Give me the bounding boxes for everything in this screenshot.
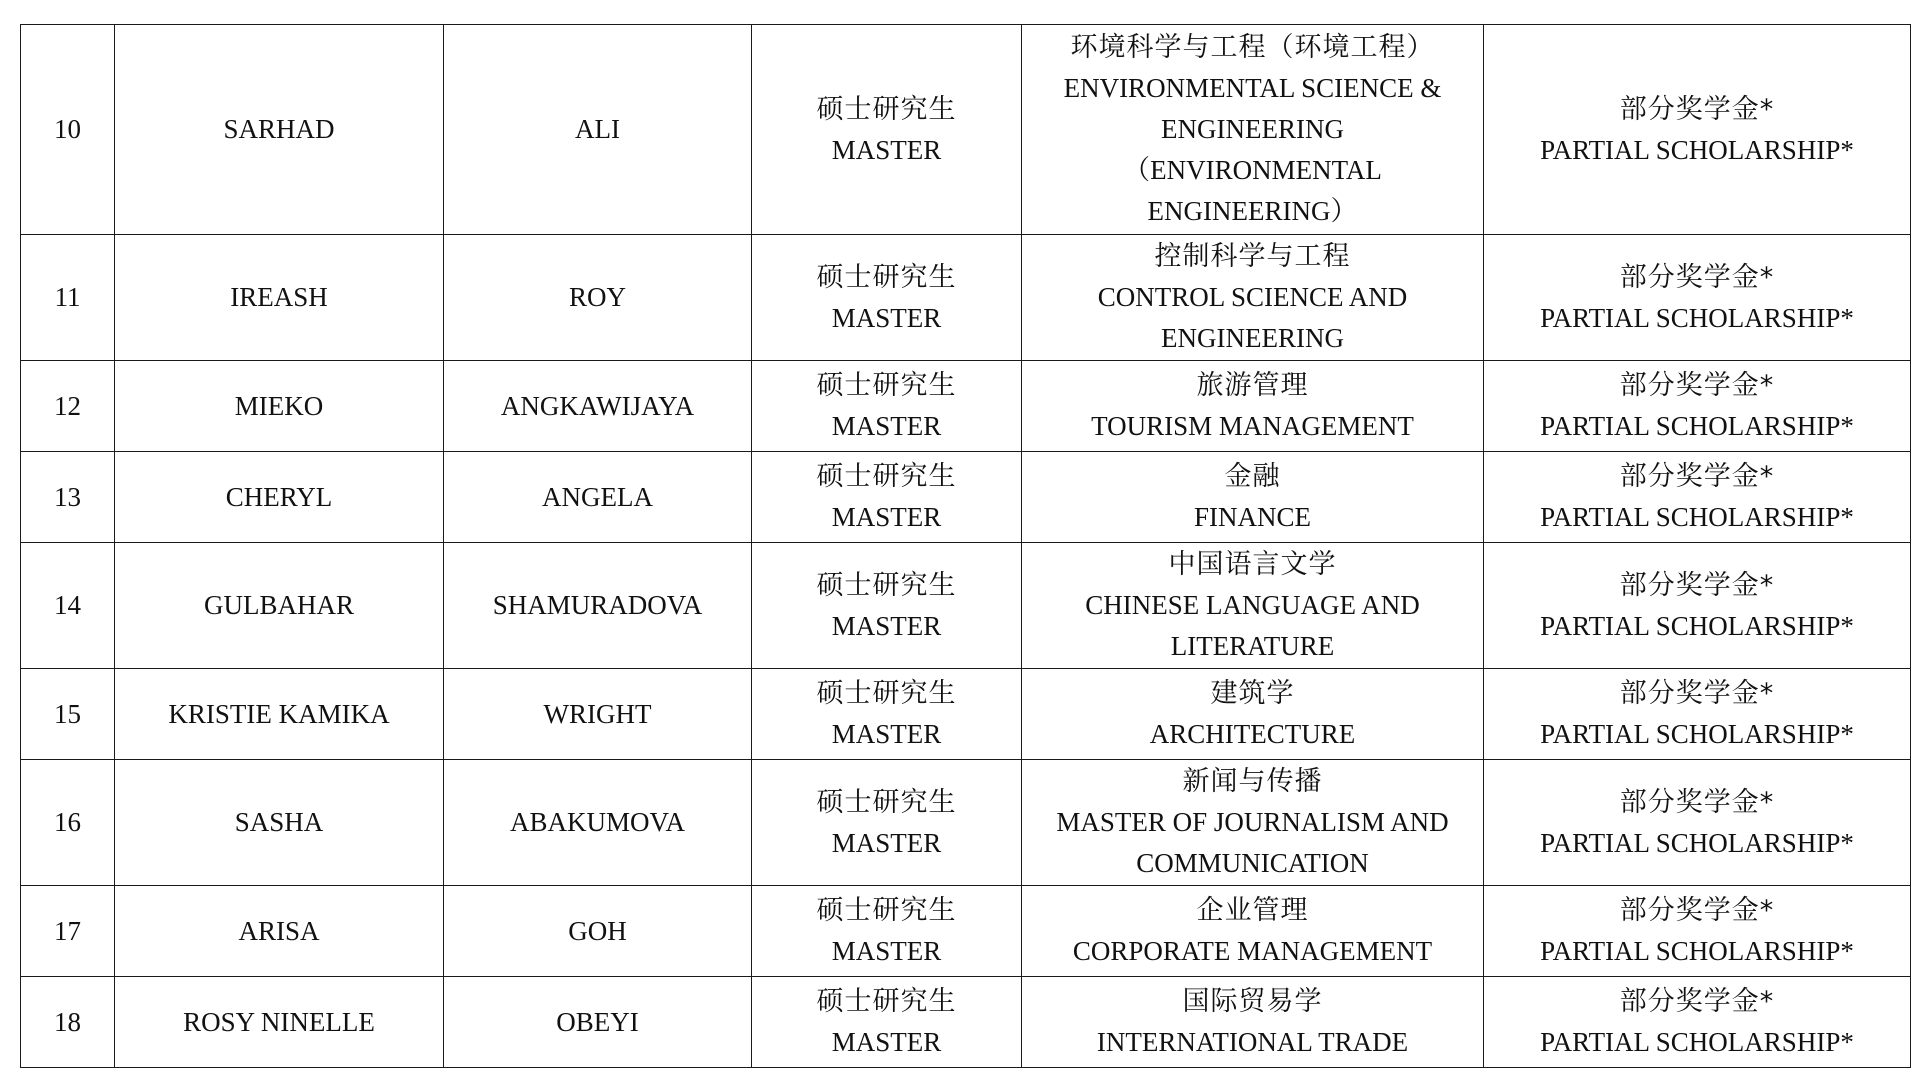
scholarship-cell (1484, 977, 1911, 1068)
first-name-cell (115, 543, 444, 669)
major-chinese: 控制科学与工程 (1154, 241, 1351, 272)
major-english-line: ENGINEERING (1161, 114, 1344, 144)
row-number-cell (21, 361, 115, 452)
first-name-cell (115, 886, 444, 977)
degree-english: MASTER (831, 502, 942, 532)
row-number-cell (21, 235, 115, 361)
degree-chinese: 硕士研究生 (816, 986, 957, 1017)
row-number: 15 (54, 698, 81, 729)
scholarship-english: PARTIAL SCHOLARSHIP* (1540, 134, 1854, 165)
scholarship-cell (1484, 886, 1911, 977)
degree-chinese: 硕士研究生 (816, 370, 957, 401)
last-name-cell (444, 977, 752, 1068)
table-row (21, 543, 1911, 669)
major-english-line: ENVIRONMENTAL SCIENCE & (1063, 73, 1442, 103)
scholarship-english: PARTIAL SCHOLARSHIP* (1540, 411, 1854, 441)
major-english-line: （ENVIRONMENTAL (1123, 155, 1382, 185)
first-name-cell (115, 452, 444, 543)
first-name: IREASH (230, 282, 328, 312)
major-cell (1022, 25, 1484, 235)
row-number: 16 (54, 807, 81, 837)
scholarship-chinese: 部分奖学金* (1619, 93, 1775, 125)
table-row (21, 669, 1911, 760)
major-english-line: CONTROL SCIENCE AND (1097, 282, 1408, 312)
major-chinese: 环境科学与工程（环境工程） (1070, 32, 1435, 63)
major-english-line: COMMUNICATION (1136, 848, 1369, 878)
major-english-line: TOURISM MANAGEMENT (1091, 411, 1414, 441)
major-english-line: MASTER OF JOURNALISM AND (1056, 807, 1449, 837)
first-name-cell (115, 977, 444, 1068)
degree-english: MASTER (831, 827, 942, 858)
first-name-cell (115, 669, 444, 760)
admission-list-table-wrapper (20, 24, 1910, 1068)
degree-english: MASTER (831, 134, 942, 165)
last-name-cell (444, 886, 752, 977)
scholarship-cell (1484, 452, 1911, 543)
degree-cell (752, 669, 1022, 760)
major-chinese: 中国语言文学 (1168, 549, 1337, 580)
degree-cell (752, 361, 1022, 452)
table-row (21, 235, 1911, 361)
major-cell (1022, 760, 1484, 886)
scholarship-english: PARTIAL SCHOLARSHIP* (1540, 719, 1854, 749)
major-english-line: ENGINEERING (1161, 323, 1344, 353)
degree-chinese: 硕士研究生 (816, 461, 957, 492)
major-chinese: 金融 (1224, 461, 1281, 492)
major-english-line: INTERNATIONAL TRADE (1096, 1027, 1409, 1057)
degree-cell (752, 760, 1022, 886)
major-cell (1022, 669, 1484, 760)
major-cell (1022, 886, 1484, 977)
row-number: 14 (54, 590, 81, 620)
table-row (21, 25, 1911, 235)
last-name: ROY (568, 282, 626, 312)
major-cell (1022, 977, 1484, 1068)
degree-chinese: 硕士研究生 (816, 569, 957, 601)
row-number-cell (21, 452, 115, 543)
major-chinese: 旅游管理 (1196, 370, 1309, 401)
major-chinese: 新闻与传播 (1182, 766, 1323, 797)
degree-chinese: 硕士研究生 (816, 678, 957, 709)
degree-chinese: 硕士研究生 (816, 786, 957, 818)
scholarship-english: PARTIAL SCHOLARSHIP* (1540, 502, 1854, 532)
last-name: GOH (568, 915, 627, 946)
last-name: SHAMURADOVA (492, 590, 703, 620)
degree-cell (752, 977, 1022, 1068)
first-name: SASHA (234, 807, 324, 837)
table-body (21, 25, 1911, 1068)
table-row (21, 452, 1911, 543)
major-english-line: CORPORATE MANAGEMENT (1072, 936, 1433, 966)
first-name: KRISTIE KAMIKA (168, 698, 390, 729)
major-cell (1022, 361, 1484, 452)
major-cell (1022, 235, 1484, 361)
scholarship-chinese: 部分奖学金* (1619, 370, 1775, 401)
degree-cell (752, 25, 1022, 235)
first-name: MIEKO (234, 390, 324, 421)
degree-chinese: 硕士研究生 (816, 261, 957, 293)
major-cell (1022, 543, 1484, 669)
scholarship-english: PARTIAL SCHOLARSHIP* (1540, 827, 1854, 858)
degree-english: MASTER (831, 302, 942, 333)
last-name-cell (444, 361, 752, 452)
degree-english: MASTER (831, 936, 942, 966)
last-name: ANGELA (542, 481, 653, 512)
scholarship-english: PARTIAL SCHOLARSHIP* (1540, 302, 1854, 333)
last-name-cell (444, 760, 752, 886)
first-name: SARHAD (223, 114, 335, 144)
row-number-cell (21, 543, 115, 669)
last-name-cell (444, 235, 752, 361)
scholarship-chinese: 部分奖学金* (1619, 261, 1775, 293)
major-english-line: FINANCE (1193, 502, 1311, 532)
scholarship-cell (1484, 25, 1911, 235)
first-name: CHERYL (225, 481, 333, 512)
last-name-cell (444, 25, 752, 235)
degree-chinese: 硕士研究生 (816, 93, 957, 125)
degree-chinese: 硕士研究生 (816, 895, 957, 926)
first-name: GULBAHAR (203, 590, 354, 620)
major-english-line: ARCHITECTURE (1149, 719, 1356, 749)
last-name-cell (444, 452, 752, 543)
table-row (21, 886, 1911, 977)
first-name: ARISA (238, 915, 320, 946)
degree-english: MASTER (831, 719, 942, 749)
first-name-cell (115, 361, 444, 452)
major-chinese: 建筑学 (1210, 678, 1295, 709)
major-english-line: ENGINEERING） (1147, 196, 1358, 226)
scholarship-chinese: 部分奖学金* (1619, 678, 1775, 709)
first-name-cell (115, 760, 444, 886)
major-english-line: CHINESE LANGUAGE AND (1085, 590, 1420, 620)
degree-cell (752, 235, 1022, 361)
row-number-cell (21, 669, 115, 760)
scholarship-cell (1484, 361, 1911, 452)
last-name: WRIGHT (543, 698, 652, 729)
row-number-cell (21, 760, 115, 886)
scholarship-english: PARTIAL SCHOLARSHIP* (1540, 1027, 1854, 1057)
major-chinese: 国际贸易学 (1182, 986, 1323, 1017)
last-name: OBEYI (556, 1006, 639, 1037)
table-row (21, 361, 1911, 452)
scholarship-chinese: 部分奖学金* (1619, 986, 1775, 1017)
row-number-cell (21, 25, 115, 235)
first-name-cell (115, 235, 444, 361)
table-row (21, 977, 1911, 1068)
degree-cell (752, 886, 1022, 977)
major-chinese: 企业管理 (1196, 895, 1309, 926)
degree-cell (752, 452, 1022, 543)
scholarship-english: PARTIAL SCHOLARSHIP* (1540, 610, 1854, 641)
major-english-line: LITERATURE (1170, 631, 1335, 661)
scholarship-cell (1484, 235, 1911, 361)
scholarship-chinese: 部分奖学金* (1619, 786, 1775, 818)
scholarship-chinese: 部分奖学金* (1619, 895, 1775, 926)
last-name-cell (444, 543, 752, 669)
last-name-cell (444, 669, 752, 760)
last-name: ALI (575, 114, 620, 144)
row-number: 11 (54, 282, 81, 312)
degree-english: MASTER (831, 411, 942, 441)
degree-cell (752, 543, 1022, 669)
row-number: 18 (54, 1006, 81, 1037)
scholarship-cell (1484, 669, 1911, 760)
major-cell (1022, 452, 1484, 543)
first-name: ROSY NINELLE (183, 1006, 375, 1037)
last-name: ANGKAWIJAYA (500, 390, 695, 421)
first-name-cell (115, 25, 444, 235)
row-number: 13 (54, 481, 81, 512)
last-name: ABAKUMOVA (509, 807, 686, 837)
scholarship-cell (1484, 543, 1911, 669)
degree-english: MASTER (831, 610, 942, 641)
row-number: 17 (54, 915, 81, 946)
row-number: 10 (54, 114, 81, 144)
row-number-cell (21, 977, 115, 1068)
admission-list-table (20, 24, 1911, 1068)
scholarship-cell (1484, 760, 1911, 886)
scholarship-english: PARTIAL SCHOLARSHIP* (1540, 936, 1854, 966)
table-row (21, 760, 1911, 886)
scholarship-chinese: 部分奖学金* (1619, 461, 1775, 492)
row-number: 12 (54, 390, 81, 421)
row-number-cell (21, 886, 115, 977)
degree-english: MASTER (831, 1027, 942, 1057)
scholarship-chinese: 部分奖学金* (1619, 569, 1775, 601)
